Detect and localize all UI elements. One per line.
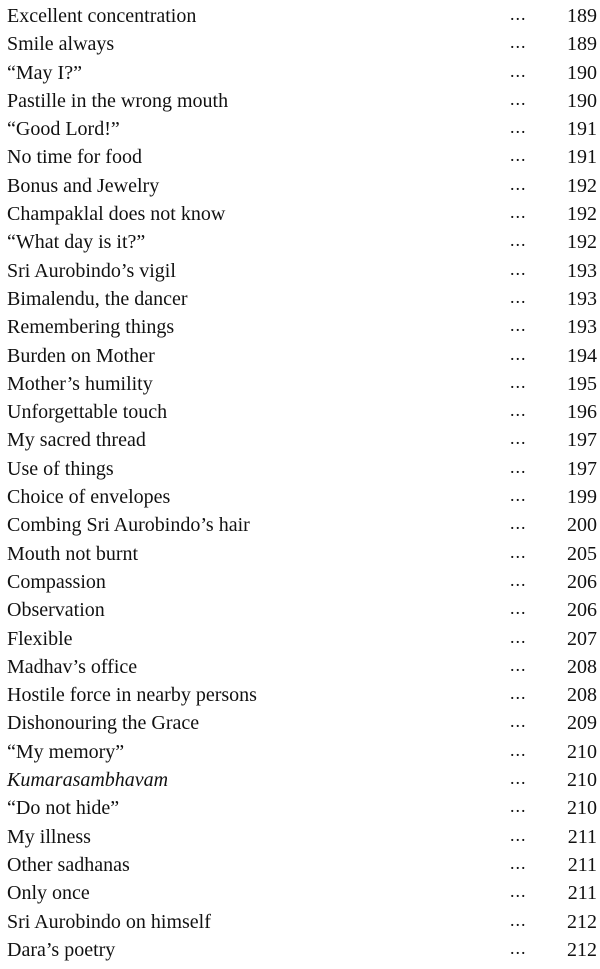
toc-entry (7, 851, 597, 879)
toc-entry (7, 568, 597, 596)
entry-title: Remembering things (7, 316, 175, 339)
leader-dots: ... (510, 654, 527, 675)
toc-entry (7, 908, 597, 936)
leader-dots: ... (510, 60, 527, 81)
entry-title: Champaklal does not know (7, 203, 226, 226)
table-of-contents (7, 2, 597, 964)
leader-dots: ... (510, 485, 527, 506)
toc-entry (7, 625, 597, 653)
toc-entry (7, 172, 597, 200)
toc-entry (7, 228, 597, 256)
entry-title: Other sadhanas (7, 853, 130, 876)
entry-title: Combing Sri Aurobindo’s hair (7, 514, 250, 537)
entry-title: Burden on Mother (7, 344, 155, 367)
leader-dots: ... (510, 88, 527, 109)
toc-entry (7, 936, 597, 964)
page-number: 194 (567, 344, 597, 367)
entry-title: Dishonouring the Grace (7, 712, 200, 735)
leader-dots: ... (510, 32, 527, 53)
page-number: 211 (567, 825, 597, 848)
leader-dots: ... (510, 937, 527, 958)
entry-title: Madhav’s office (7, 655, 138, 678)
page-number: 207 (567, 627, 597, 650)
toc-entry (7, 681, 597, 709)
toc-entry (7, 596, 597, 624)
entry-title: Bimalendu, the dancer (7, 287, 188, 310)
toc-entry (7, 257, 597, 285)
page-number: 193 (567, 259, 597, 282)
entry-title: My illness (7, 825, 91, 848)
page-number: 190 (567, 89, 597, 112)
leader-dots: ... (510, 541, 527, 562)
leader-dots: ... (510, 881, 527, 902)
entry-title: Hostile force in nearby persons (7, 684, 257, 707)
entry-title: Mouth not burnt (7, 542, 139, 565)
leader-dots: ... (510, 711, 527, 732)
entry-title: Sri Aurobindo’s vigil (7, 259, 176, 282)
toc-entry (7, 879, 597, 907)
toc-entry (7, 653, 597, 681)
entry-title: Pastille in the wrong mouth (7, 89, 229, 112)
leader-dots: ... (510, 824, 527, 845)
entry-title: Use of things (7, 457, 114, 480)
entry-title: Smile always (7, 33, 115, 56)
page-number: 191 (567, 146, 597, 169)
entry-title: Only once (7, 882, 90, 905)
leader-dots: ... (510, 400, 527, 421)
leader-dots: ... (510, 768, 527, 789)
entry-title: “May I?” (7, 61, 82, 84)
page-number: 197 (567, 429, 597, 452)
entry-title: Mother’s humility (7, 372, 153, 395)
leader-dots: ... (510, 315, 527, 336)
leader-dots: ... (510, 796, 527, 817)
page-number: 192 (567, 174, 597, 197)
leader-dots: ... (510, 117, 527, 138)
page-number: 191 (567, 118, 597, 141)
entry-title: Sri Aurobindo on himself (7, 910, 211, 933)
entry-title: Flexible (7, 627, 73, 650)
toc-entry (7, 30, 597, 58)
leader-dots: ... (510, 909, 527, 930)
page-number: 210 (567, 740, 597, 763)
leader-dots: ... (510, 852, 527, 873)
leader-dots: ... (510, 513, 527, 534)
toc-entry (7, 200, 597, 228)
leader-dots: ... (510, 343, 527, 364)
leader-dots: ... (510, 626, 527, 647)
page-number: 210 (567, 769, 597, 792)
page-number: 211 (567, 882, 597, 905)
entry-title: Observation (7, 599, 105, 622)
toc-entry (7, 766, 597, 794)
page-number: 208 (567, 684, 597, 707)
leader-dots: ... (510, 258, 527, 279)
entry-title: My sacred thread (7, 429, 146, 452)
leader-dots: ... (510, 4, 527, 24)
toc-entry (7, 709, 597, 737)
leader-dots: ... (510, 598, 527, 619)
toc-entry (7, 2, 597, 30)
page-number: 212 (567, 910, 597, 933)
entry-title: “What day is it?” (7, 231, 146, 254)
page-number: 189 (567, 5, 597, 27)
entry-title: Excellent concentration (7, 5, 197, 27)
toc-entry (7, 455, 597, 483)
leader-dots: ... (510, 739, 527, 760)
toc-entry (7, 115, 597, 143)
page-number: 209 (567, 712, 597, 735)
page-number: 193 (567, 316, 597, 339)
toc-entry (7, 483, 597, 511)
toc-entry (7, 823, 597, 851)
page-number: 212 (567, 938, 597, 961)
page-number: 189 (567, 33, 597, 56)
leader-dots: ... (510, 173, 527, 194)
page-number: 196 (567, 401, 597, 424)
entry-title: No time for food (7, 146, 142, 169)
page-number: 210 (567, 797, 597, 820)
page-number: 211 (567, 853, 597, 876)
entry-title: “Do not hide” (7, 797, 120, 820)
page-number: 197 (567, 457, 597, 480)
leader-dots: ... (510, 569, 527, 590)
toc-entry (7, 398, 597, 426)
leader-dots: ... (510, 683, 527, 704)
leader-dots: ... (510, 230, 527, 251)
toc-entry (7, 59, 597, 87)
toc-entry (7, 426, 597, 454)
leader-dots: ... (510, 145, 527, 166)
toc-entry (7, 285, 597, 313)
leader-dots: ... (510, 371, 527, 392)
entry-title: Dara’s poetry (7, 938, 116, 961)
toc-entry (7, 370, 597, 398)
toc-entry (7, 540, 597, 568)
page-number: 200 (567, 514, 597, 537)
page-number: 193 (567, 287, 597, 310)
entry-title: “My memory” (7, 740, 125, 763)
page-number: 199 (567, 486, 597, 509)
toc-entry (7, 342, 597, 370)
leader-dots: ... (510, 428, 527, 449)
entry-title: Choice of envelopes (7, 486, 171, 509)
entry-title: Compassion (7, 570, 106, 593)
page-number: 206 (567, 599, 597, 622)
page-number: 205 (567, 542, 597, 565)
page-number: 195 (567, 372, 597, 395)
toc-entry (7, 87, 597, 115)
toc-entry (7, 794, 597, 822)
leader-dots: ... (510, 286, 527, 307)
page-number: 206 (567, 570, 597, 593)
entry-title: Unforgettable touch (7, 401, 168, 424)
entry-title: “Good Lord!” (7, 118, 120, 141)
leader-dots: ... (510, 456, 527, 477)
page-number: 192 (567, 231, 597, 254)
entry-title: Kumarasambhavam (7, 769, 169, 792)
page-number: 208 (567, 655, 597, 678)
toc-entry (7, 143, 597, 171)
toc-entry (7, 511, 597, 539)
toc-entry (7, 738, 597, 766)
entry-title: Bonus and Jewelry (7, 174, 160, 197)
leader-dots: ... (510, 202, 527, 223)
page-number: 190 (567, 61, 597, 84)
page-number: 192 (567, 203, 597, 226)
toc-entry (7, 313, 597, 341)
